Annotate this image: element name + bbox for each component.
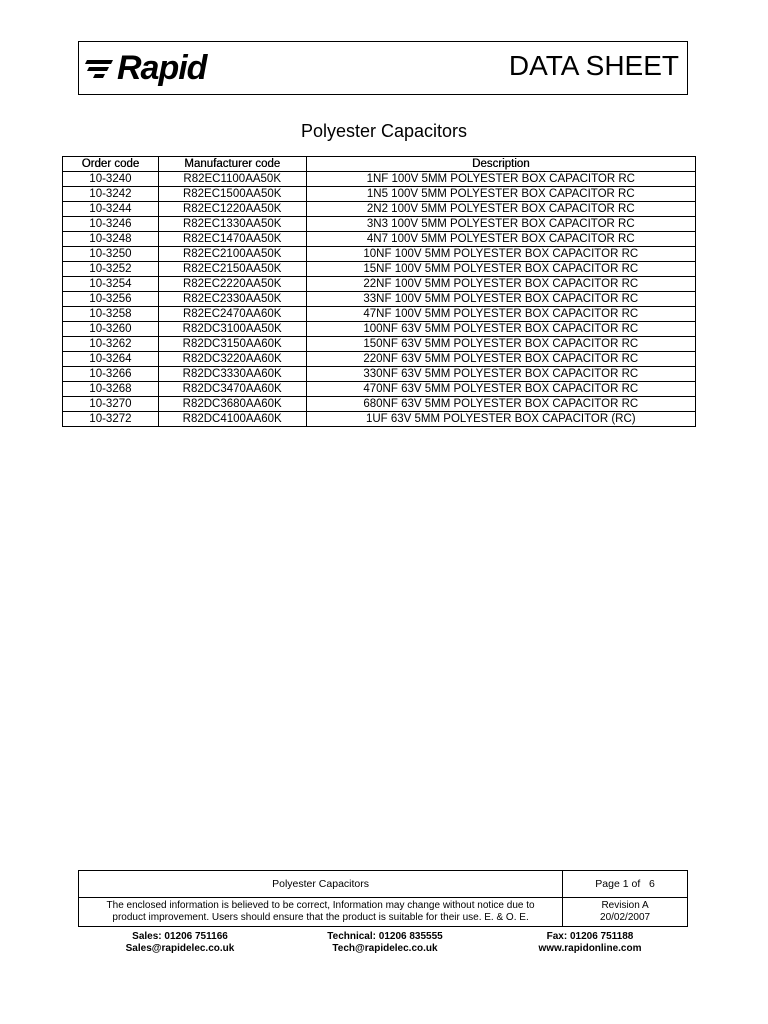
description-cell: 330NF 63V 5MM POLYESTER BOX CAPACITOR RC [306, 367, 695, 382]
description-cell: 100NF 63V 5MM POLYESTER BOX CAPACITOR RC [306, 322, 695, 337]
page-title: Polyester Capacitors [300, 121, 468, 141]
description-cell: 2N2 100V 5MM POLYESTER BOX CAPACITOR RC [306, 202, 695, 217]
description-cell: 150NF 63V 5MM POLYESTER BOX CAPACITOR RC [306, 337, 695, 352]
footer-box [78, 870, 688, 927]
manufacturer-code-cell: R82EC1470AA50K [158, 232, 306, 247]
order-code-cell: 10-3264 [63, 352, 159, 367]
description-cell: 680NF 63V 5MM POLYESTER BOX CAPACITOR RC [306, 397, 695, 412]
table-row [63, 292, 696, 307]
description-cell: 3N3 100V 5MM POLYESTER BOX CAPACITOR RC [306, 217, 695, 232]
order-code-cell: 10-3260 [63, 322, 159, 337]
sales-contact [100, 931, 260, 955]
revision-label: Revision A [601, 900, 649, 911]
rapid-logo-icon [85, 56, 115, 80]
order-code-cell: 10-3240 [63, 172, 159, 187]
technical-phone: Technical: 01206 835555 [327, 931, 443, 942]
manufacturer-code-cell: R82EC1100AA50K [158, 172, 306, 187]
manufacturer-code-cell: R82DC3150AA60K [158, 337, 306, 352]
page-total: 6 [649, 878, 655, 890]
order-code-cell: 10-3252 [63, 262, 159, 277]
website-link[interactable]: www.rapidonline.com [538, 943, 642, 954]
manufacturer-code-cell: R82EC1220AA50K [158, 202, 306, 217]
table-row [63, 397, 696, 412]
description-cell: 47NF 100V 5MM POLYESTER BOX CAPACITOR RC [306, 307, 695, 322]
table-row [63, 367, 696, 382]
description-cell: 470NF 63V 5MM POLYESTER BOX CAPACITOR RC [306, 382, 695, 397]
manufacturer-code-cell: R82DC3100AA50K [158, 322, 306, 337]
sales-email[interactable]: Sales@rapidelec.co.uk [125, 943, 235, 954]
footer-page-number [563, 871, 688, 898]
product-table [62, 156, 696, 427]
table-row [63, 322, 696, 337]
manufacturer-code-cell: R82EC2220AA50K [158, 277, 306, 292]
table-row [63, 232, 696, 247]
table-row [63, 217, 696, 232]
revision-date: 20/02/2007 [600, 912, 651, 923]
order-code-cell: 10-3244 [63, 202, 159, 217]
order-code-cell: 10-3256 [63, 292, 159, 307]
fax-contact [510, 931, 670, 955]
column-header-description: Description [306, 157, 695, 172]
manufacturer-code-cell: R82DC3680AA60K [158, 397, 306, 412]
table-row [63, 277, 696, 292]
technical-email[interactable]: Tech@rapidelec.co.uk [332, 943, 438, 954]
table-row [63, 307, 696, 322]
table-row [63, 187, 696, 202]
table-row [63, 337, 696, 352]
description-cell: 33NF 100V 5MM POLYESTER BOX CAPACITOR RC [306, 292, 695, 307]
manufacturer-code-cell: R82EC2150AA50K [158, 262, 306, 277]
rapid-logo [85, 46, 206, 90]
manufacturer-code-cell: R82EC2470AA60K [158, 307, 306, 322]
description-cell: 4N7 100V 5MM POLYESTER BOX CAPACITOR RC [306, 232, 695, 247]
doc-type-title: DATA SHEET [508, 50, 679, 81]
disclaimer-line-1: The enclosed information is believed to be correct, Information may change without notice due to [106, 900, 535, 911]
description-cell: 22NF 100V 5MM POLYESTER BOX CAPACITOR RC [306, 277, 695, 292]
order-code-cell: 10-3272 [63, 412, 159, 427]
table-row [63, 172, 696, 187]
table-header-row [63, 157, 696, 172]
manufacturer-code-cell: R82EC1330AA50K [158, 217, 306, 232]
description-cell: 1NF 100V 5MM POLYESTER BOX CAPACITOR RC [306, 172, 695, 187]
description-cell: 220NF 63V 5MM POLYESTER BOX CAPACITOR RC [306, 352, 695, 367]
order-code-cell: 10-3268 [63, 382, 159, 397]
table-row [63, 247, 696, 262]
order-code-cell: 10-3246 [63, 217, 159, 232]
disclaimer-line-2: product improvement. Users should ensure that the product is suitable for their use. E. & O. E. [112, 912, 529, 923]
manufacturer-code-cell: R82EC2100AA50K [158, 247, 306, 262]
manufacturer-code-cell: R82DC3470AA60K [158, 382, 306, 397]
manufacturer-code-cell: R82DC3220AA60K [158, 352, 306, 367]
sales-phone: Sales: 01206 751166 [132, 931, 228, 942]
header-box [78, 41, 688, 95]
order-code-cell: 10-3270 [63, 397, 159, 412]
order-code-cell: 10-3248 [63, 232, 159, 247]
column-header-manufacturer-code: Manufacturer code [158, 157, 306, 172]
footer-product-name: Polyester Capacitors [79, 871, 563, 898]
table-row [63, 202, 696, 217]
manufacturer-code-cell: R82DC4100AA60K [158, 412, 306, 427]
order-code-cell: 10-3262 [63, 337, 159, 352]
description-cell: 15NF 100V 5MM POLYESTER BOX CAPACITOR RC [306, 262, 695, 277]
order-code-cell: 10-3266 [63, 367, 159, 382]
page-label: Page 1 of [595, 878, 641, 890]
order-code-cell: 10-3258 [63, 307, 159, 322]
table-row [63, 262, 696, 277]
manufacturer-code-cell: R82DC3330AA60K [158, 367, 306, 382]
column-header-order-code: Order code [63, 157, 159, 172]
contact-details [0, 931, 768, 961]
order-code-cell: 10-3254 [63, 277, 159, 292]
logo-text: Rapid [117, 49, 207, 87]
technical-contact [300, 931, 470, 955]
description-cell: 1UF 63V 5MM POLYESTER BOX CAPACITOR (RC) [306, 412, 695, 427]
order-code-cell: 10-3250 [63, 247, 159, 262]
description-cell: 10NF 100V 5MM POLYESTER BOX CAPACITOR RC [306, 247, 695, 262]
manufacturer-code-cell: R82EC1500AA50K [158, 187, 306, 202]
footer-disclaimer [79, 898, 563, 927]
description-cell: 1N5 100V 5MM POLYESTER BOX CAPACITOR RC [306, 187, 695, 202]
manufacturer-code-cell: R82EC2330AA50K [158, 292, 306, 307]
fax-number: Fax: 01206 751188 [546, 931, 634, 942]
order-code-cell: 10-3242 [63, 187, 159, 202]
table-row [63, 412, 696, 427]
table-row [63, 352, 696, 367]
footer-revision [563, 898, 688, 927]
table-row [63, 382, 696, 397]
